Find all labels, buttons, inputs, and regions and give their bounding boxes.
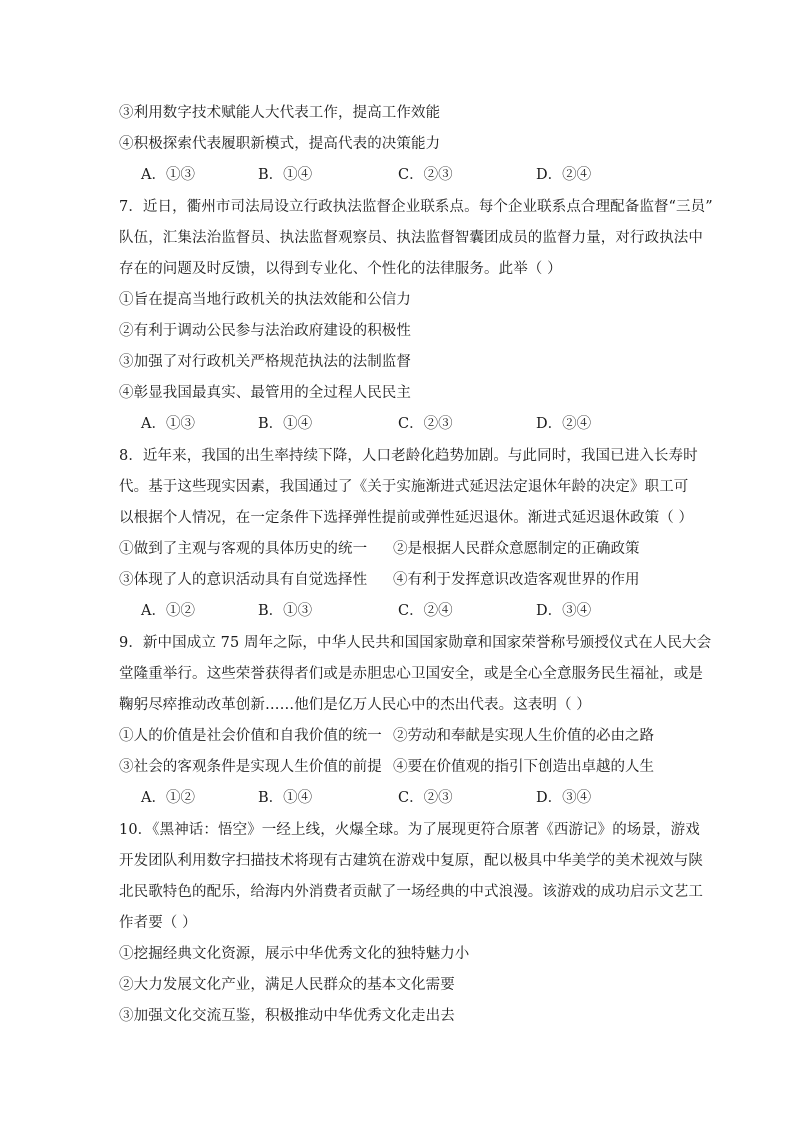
statement-1: ①做到了主观与客观的具体历史的统一 [119,541,368,557]
question-8-stem-line: 代。基于这些现实因素，我国通过了《关于实施渐进式延迟法定退休年龄的决定》职工可 [119,479,689,495]
statement-2: ②大力发展文化产业，满足人民群众的基本文化需要 [119,977,455,993]
statement-3: ③体现了人的意识活动具有自觉选择性 [119,572,368,588]
option-d: D．③④ [536,603,592,619]
option-b: B．①④ [258,790,313,806]
question-9-stem-line: 9．新中国成立 75 周年之际，中华人民共和国国家勋章和国家荣誉称号颁授仪式在人民大会 [119,635,712,651]
option-a: A．①② [141,790,195,806]
question-9-stem-line: 鞠躬尽瘁推动改革创新……他们是亿万人民心中的杰出代表。这表明（ ） [119,697,591,713]
statement-2: ②劳动和奉献是实现人生价值的必由之路 [393,728,654,744]
option-b: B．①③ [258,603,313,619]
option-d: D．②④ [536,167,592,183]
question-7-stem-line: 7．近日，衢州市司法局设立行政执法监督企业联系点。每个企业联系点合理配备监督“三员” [119,199,713,215]
option-c: C．②③ [398,167,453,183]
statement-3: ③加强了对行政机关严格规范执法的法制监督 [119,354,411,370]
option-a: A．①② [141,603,195,619]
option-c: C．②④ [398,603,453,619]
statement-3: ③社会的客观条件是实现人生价值的前提 [119,759,382,775]
statement-2: ②有利于调动公民参与法治政府建设的积极性 [119,323,411,339]
statement-1: ①人的价值是社会价值和自我价值的统一 [119,728,382,744]
question-9-stem-line: 堂隆重举行。这些荣誉获得者们或是赤胆忠心卫国安全，或是全心全意服务民生福祉，或是 [119,666,703,682]
question-7-stem-line: 存在的问题及时反馈，以得到专业化、个性化的法律服务。此举（ ） [119,261,562,277]
question-7-stem-line: 队伍，汇集法治监督员、执法监督观察员、执法监督智囊团成员的监督力量，对行政执法中 [119,230,703,246]
option-d: D．③④ [536,790,592,806]
option-b: B．①④ [258,167,313,183]
statement-4: ④要在价值观的指引下创造出卓越的人生 [393,759,654,775]
statement-4: ④彰显我国最真实、最管用的全过程人民民主 [119,385,411,401]
statement-2: ②是根据人民群众意愿制定的正确政策 [393,541,640,557]
option-c: C．②③ [398,416,453,432]
statement-4: ④积极探索代表履职新模式，提高代表的决策能力 [119,136,441,152]
statement-3: ③利用数字技术赋能人大代表工作，提高工作效能 [119,105,441,121]
question-10-stem-line: 开发团队利用数字扫描技术将现有古建筑在游戏中复原，配以极具中华美学的美术视效与陕 [119,853,703,869]
statement-1: ①挖掘经典文化资源，展示中华优秀文化的独特魅力小 [119,946,470,962]
option-a: A．①③ [141,167,195,183]
question-10-stem-line: 作者要（ ） [119,915,197,931]
statement-3: ③加强文化交流互鉴，积极推动中华优秀文化走出去 [119,1008,455,1024]
option-b: B．①④ [258,416,313,432]
option-a: A．①③ [141,416,195,432]
option-c: C．②③ [398,790,453,806]
question-8-stem-line: 以根据个人情况，在一定条件下选择弹性提前或弹性延迟退休。渐进式延迟退休政策（ ） [119,510,694,526]
statement-4: ④有利于发挥意识改造客观世界的作用 [393,572,640,588]
option-d: D．②④ [536,416,592,432]
question-8-stem-line: 8．近年来，我国的出生率持续下降，人口老龄化趋势加剧。与此同时，我国已进入长寿时 [119,448,698,464]
question-10-stem-line: 10．《黑神话：悟空》一经上线，火爆全球。为了展现更符合原著《西游记》的场景，游戏 [119,822,700,838]
question-10-stem-line: 北民歌特色的配乐，给海内外消费者贡献了一场经典的中式浪漫。该游戏的成功启示文艺工 [119,884,703,900]
statement-1: ①旨在提高当地行政机关的执法效能和公信力 [119,292,411,308]
